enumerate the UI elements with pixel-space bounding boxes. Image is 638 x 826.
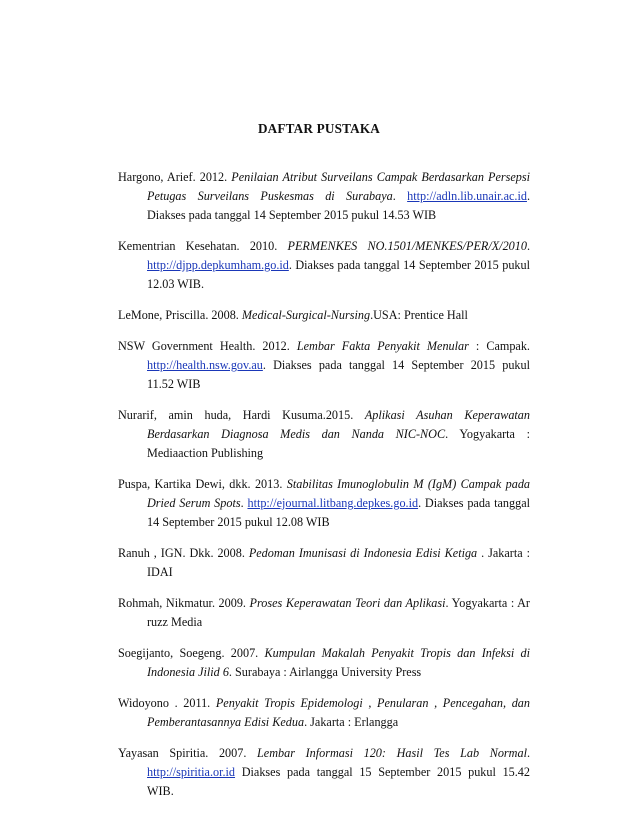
reference-access-note: Diakses pada tanggal 15 September 2015 pukul 15.42 WIB.: [147, 765, 530, 798]
reference-author: Hargono, Arief. 2012.: [118, 170, 232, 184]
reference-link[interactable]: http://spiritia.or.id: [147, 765, 236, 779]
reference-access-note: . Diakses pada tanggal 14 September 2015 pukul 11.52 WIB: [147, 358, 530, 391]
reference-publisher: . Jakarta : IDAI: [147, 546, 530, 579]
reference-author: Kementrian Kesehatan. 2010.: [118, 239, 288, 253]
reference-title: Medical-Surgical-Nursing: [241, 308, 371, 322]
reference-title: Penyakit Tropis Epidemologi , Penularan , Pencegahan, dan Pemberantasannya Edisi Kedua: [147, 696, 530, 729]
reference-entry: [118, 475, 530, 532]
reference-publisher: . Yogyakarta : Mediaaction Publishing: [147, 427, 530, 460]
reference-entry: [118, 744, 530, 801]
reference-author: Rohmah, Nikmatur. 2009.: [118, 596, 250, 610]
reference-publisher: . Yogyakarta : Ar ruzz Media: [147, 596, 530, 629]
reference-entry: [118, 644, 530, 682]
reference-link[interactable]: http://adln.lib.unair.ac.id: [407, 189, 527, 203]
reference-publisher: .: [392, 189, 408, 203]
page-title: DAFTAR PUSTAKA: [257, 121, 381, 136]
reference-author: Yayasan Spiritia. 2007.: [118, 746, 258, 760]
reference-title: Pedoman Imunisasi di Indonesia Edisi Ketiga: [248, 546, 478, 560]
reference-author: NSW Government Health. 2012.: [118, 339, 297, 353]
reference-publisher: . Surabaya : Airlangga University Press: [228, 665, 422, 679]
reference-entry: [118, 406, 530, 463]
reference-entry: [118, 168, 530, 225]
reference-entry: [118, 594, 530, 632]
reference-title: PERMENKES NO.1501/MENKES/PER/X/2010: [287, 239, 527, 253]
reference-publisher: .: [240, 496, 248, 510]
reference-entry: [118, 694, 530, 732]
reference-author: Soegijanto, Soegeng. 2007.: [118, 646, 265, 660]
reference-list: [118, 168, 530, 813]
reference-title: Proses Keperawatan Teori dan Aplikasi: [249, 596, 446, 610]
reference-author: Ranuh , IGN. Dkk. 2008.: [118, 546, 249, 560]
reference-title: Lembar Informasi 120: Hasil Tes Lab Normal: [257, 746, 527, 760]
reference-entry: [118, 306, 530, 325]
reference-title: Kumpulan Makalah Penyakit Tropis dan Infeksi di Indonesia Jilid 6: [147, 646, 530, 679]
reference-access-note: . Diakses pada tanggal 14 September 2015 pukul 12.08 WIB: [147, 496, 531, 529]
reference-publisher: .USA: Prentice Hall: [370, 308, 468, 322]
reference-access-note: . Diakses pada tanggal 14 September 2015 pukul 14.53 WIB: [147, 189, 530, 222]
reference-access-note: . Diakses pada tanggal 14 September 2015 pukul 12.03 WIB.: [147, 258, 530, 291]
reference-author: Widoyono . 2011.: [118, 696, 216, 710]
reference-publisher: . Jakarta : Erlangga: [304, 715, 399, 729]
reference-publisher: .: [526, 746, 530, 760]
reference-author: Puspa, Kartika Dewi, dkk. 2013.: [118, 477, 287, 491]
reference-link[interactable]: http://health.nsw.gov.au: [147, 358, 263, 372]
reference-title: Aplikasi Asuhan Keperawatan Berdasarkan Diagnosa Medis dan Nanda NIC-NOC: [147, 408, 530, 441]
reference-entry: [118, 237, 530, 294]
reference-title: Penilaian Atribut Surveilans Campak Berdasarkan Persepsi Petugas Surveilans Puskesmas di Surabaya: [147, 170, 530, 203]
reference-entry: [118, 337, 530, 394]
reference-publisher: .: [526, 239, 530, 253]
reference-title: Stabilitas Imunoglobulin M (IgM) Campak pada Dried Serum Spots: [147, 477, 531, 510]
reference-author: Nurarif, amin huda, Hardi Kusuma.2015.: [118, 408, 365, 422]
reference-entry: [118, 544, 530, 582]
reference-publisher: : Campak.: [468, 339, 530, 353]
reference-title: Lembar Fakta Penyakit Menular: [296, 339, 469, 353]
reference-link[interactable]: http://ejournal.litbang.depkes.go.id: [247, 496, 419, 510]
reference-author: LeMone, Priscilla. 2008.: [118, 308, 242, 322]
reference-link[interactable]: http://djpp.depkumham.go.id: [147, 258, 289, 272]
